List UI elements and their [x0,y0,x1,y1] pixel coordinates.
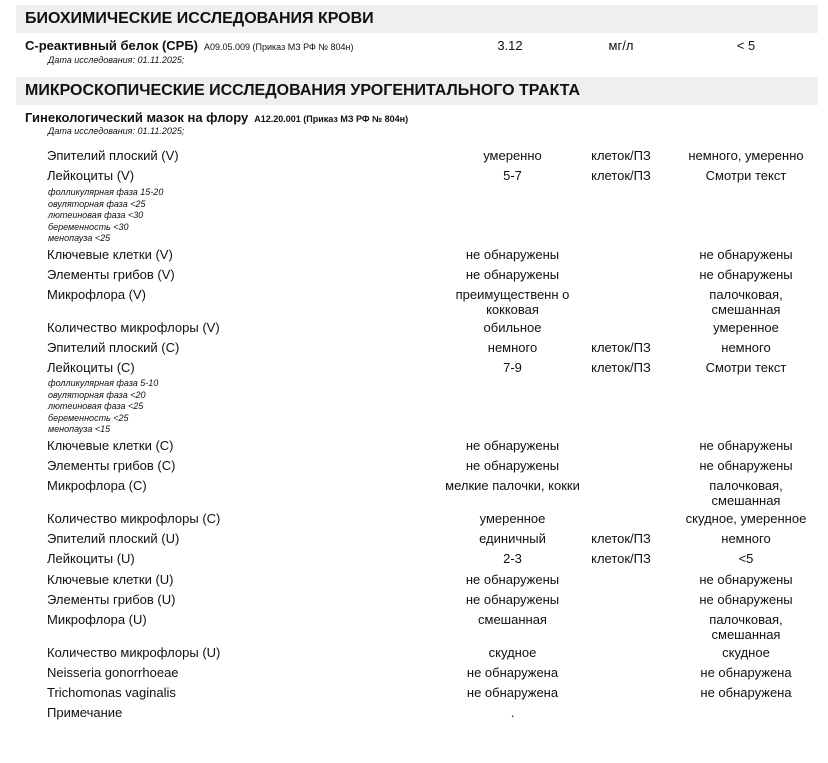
row-unit: клеток/ПЗ [591,340,651,355]
row-value: не обнаружены [465,572,560,587]
row-ref: немного [721,531,771,546]
row-ref: скудное, умеренное [685,511,807,526]
row-ref: не обнаружена [700,665,792,680]
row-value: преимущественн о кокковая [455,287,570,317]
row-unit: клеток/ПЗ [591,360,651,375]
row-name: Микрофлора (V) [47,287,147,302]
row-name: Микрофлора (U) [47,612,147,627]
row-unit: клеток/ПЗ [591,551,651,566]
row-value: 7-9 [503,360,522,375]
row-name: Количество микрофлоры (U) [47,645,221,660]
row-name: Trichomonas vaginalis [47,685,176,700]
row-ref: <5 [738,551,754,566]
note-line: фолликулярная фаза 5-10 [48,378,159,388]
row-name: Лейкоциты (U) [47,551,135,566]
note-line: лютеиновая фаза <30 [48,210,144,220]
row-ref: умеренное [713,320,779,335]
row-name: Лейкоциты (V) [47,168,135,183]
row-unit: клеток/ПЗ [591,148,651,163]
smear-test-title [25,110,408,125]
row-ref: палочковая, смешанная [709,478,783,508]
row-name: Примечание [47,705,123,720]
row-name: Эпителий плоский (V) [47,148,179,163]
row-value: умеренно [483,148,542,163]
row-ref: не обнаружены [699,247,793,262]
row-value: не обнаружены [465,458,560,473]
row-ref: не обнаружена [700,685,792,700]
row-ref: скудное [722,645,770,660]
row-value: немного [487,340,538,355]
row-ref: не обнаружены [699,267,793,282]
note-line: фолликулярная фаза 15-20 [48,187,164,197]
leukocytes-v-notes [48,187,163,245]
note-line: беременность <25 [48,412,129,423]
smear-name: Гинекологический мазок на флору [25,110,249,125]
smear-code: A12.20.001 (Приказ МЗ РФ № 804н) [254,114,409,124]
row-name: Элементы грибов (V) [47,267,175,282]
note-line: менопауза <25 [48,233,111,243]
section-header-biochem: БИОХИМИЧЕСКИЕ ИССЛЕДОВАНИЯ КРОВИ [16,5,818,33]
row-ref: Смотри текст [705,168,787,183]
row-name: Эпителий плоский (C) [47,340,180,355]
row-name: Эпителий плоский (U) [47,531,180,546]
row-value: единичный [479,531,546,546]
row-ref: не обнаружены [699,592,793,607]
row-name: Количество микрофлоры (V) [47,320,220,335]
row-name: Ключевые клетки (U) [47,572,174,587]
row-ref: не обнаружены [699,572,793,587]
row-value: не обнаружена [466,685,559,700]
row-ref: палочковая, смешанная [709,612,783,642]
row-value: умеренное [479,511,546,526]
row-name: Ключевые клетки (V) [47,247,173,262]
row-value: не обнаружены [465,438,560,453]
row-name: Neisseria gonorrhoeae [47,665,179,680]
row-value: . [510,705,515,720]
crp-unit: мг/л [608,38,634,53]
row-value: смешанная [478,612,547,627]
row-name: Элементы грибов (C) [47,458,176,473]
row-value: не обнаружены [465,592,560,607]
row-name: Количество микрофлоры (C) [47,511,221,526]
row-ref: не обнаружены [699,438,793,453]
note-line: овуляторная фаза <25 [48,198,146,209]
row-value: 2-3 [503,551,522,566]
section-header-microscopy: МИКРОСКОПИЧЕСКИЕ ИССЛЕДОВАНИЯ УРОГЕНИТАЛЬНОГО ТРАКТА [16,77,818,105]
crp-date: Дата исследования: 01.11.2025; [48,55,185,65]
row-value: обильное [483,320,542,335]
crp-code: A09.05.009 (Приказ МЗ РФ № 804н) [204,42,354,52]
row-name: Элементы грибов (U) [47,592,176,607]
row-name: Микрофлора (C) [47,478,147,493]
leukocytes-c-notes [48,378,158,436]
row-unit: клеток/ПЗ [591,531,651,546]
crp-ref: < 5 [736,38,756,53]
row-unit: клеток/ПЗ [591,168,651,183]
note-line: овуляторная фаза <20 [48,389,146,400]
note-line: менопауза <15 [48,424,111,434]
row-value: не обнаружена [466,665,559,680]
smear-date: Дата исследования: 01.11.2025; [48,126,185,136]
row-ref: палочковая, смешанная [709,287,783,317]
crp-test-title [25,38,354,53]
note-line: лютеиновая фаза <25 [48,401,144,411]
row-name: Ключевые клетки (C) [47,438,174,453]
row-value: не обнаружены [465,267,560,282]
row-value: мелкие палочки, кокки [445,478,580,493]
row-value: скудное [488,645,537,660]
row-ref: Смотри текст [705,360,787,375]
row-name: Лейкоциты (C) [47,360,135,375]
row-value: не обнаружены [465,247,560,262]
crp-value: 3.12 [497,38,523,53]
row-ref: немного, умеренно [688,148,804,163]
crp-name: С-реактивный белок (СРБ) [25,38,198,53]
row-value: 5-7 [503,168,522,183]
row-ref: немного [721,340,771,355]
note-line: беременность <30 [48,221,129,232]
row-ref: не обнаружены [699,458,793,473]
